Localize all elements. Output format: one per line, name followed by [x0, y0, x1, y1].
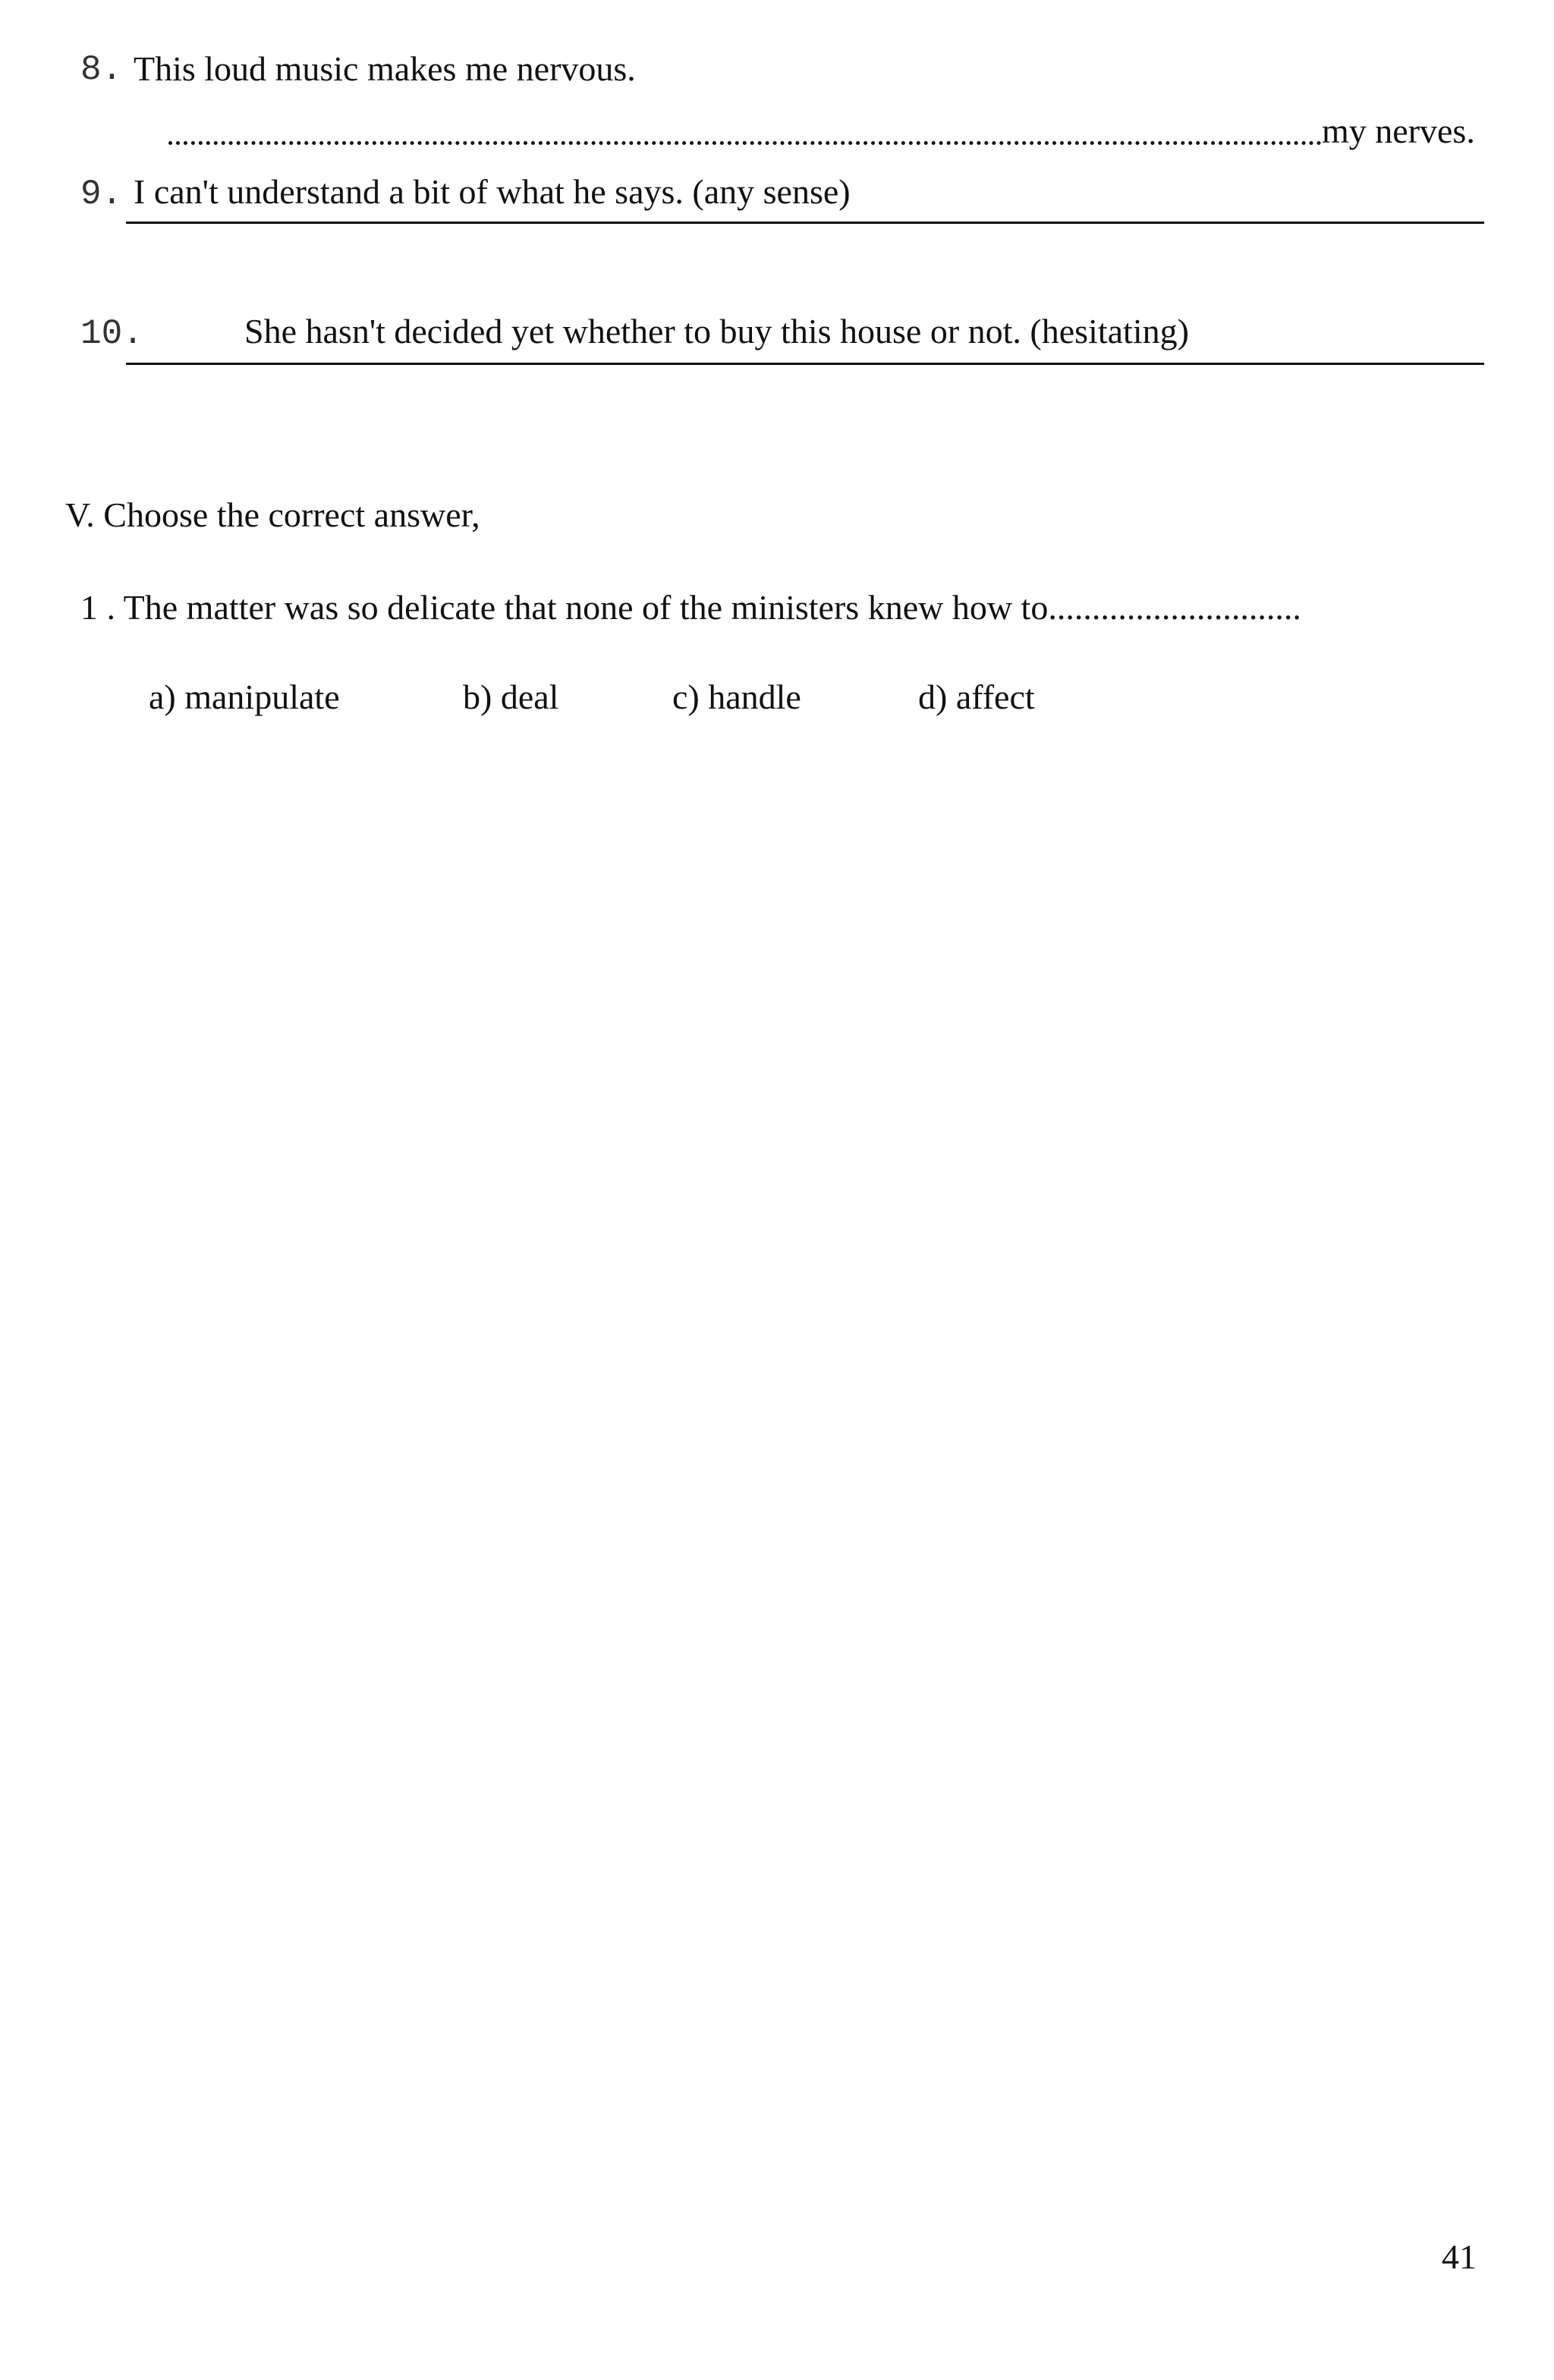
- item-8-answer-suffix: my nerves.: [1322, 112, 1475, 150]
- item-8-sentence: This loud music makes me nervous.: [134, 49, 636, 88]
- item-10-sentence: She hasn't decided yet whether to buy this house or not. (hesitating): [244, 312, 1189, 351]
- item-8-number: 8.: [80, 50, 123, 90]
- item-9-sentence: I can't understand a bit of what he says. (any sense): [134, 172, 851, 211]
- question-1-prompt: 1 . The matter was so delicate that none of the ministers knew how to.............................: [80, 588, 1301, 627]
- item-10-answer-line[interactable]: [126, 363, 1484, 365]
- page-number: 41: [1442, 2237, 1477, 2276]
- item-9-number: 9.: [80, 174, 123, 214]
- item-10-number: 10.: [80, 314, 143, 354]
- item-8-answer-dotted-line[interactable]: [168, 141, 1322, 145]
- question-1-option-b[interactable]: b) deal: [463, 678, 559, 716]
- question-1-option-d[interactable]: d) affect: [918, 678, 1035, 716]
- question-1-option-a[interactable]: a) manipulate: [149, 678, 340, 716]
- question-1-option-c[interactable]: c) handle: [672, 678, 801, 716]
- item-9-answer-line[interactable]: [126, 222, 1484, 224]
- section-v-heading: V. Choose the correct answer,: [65, 495, 480, 534]
